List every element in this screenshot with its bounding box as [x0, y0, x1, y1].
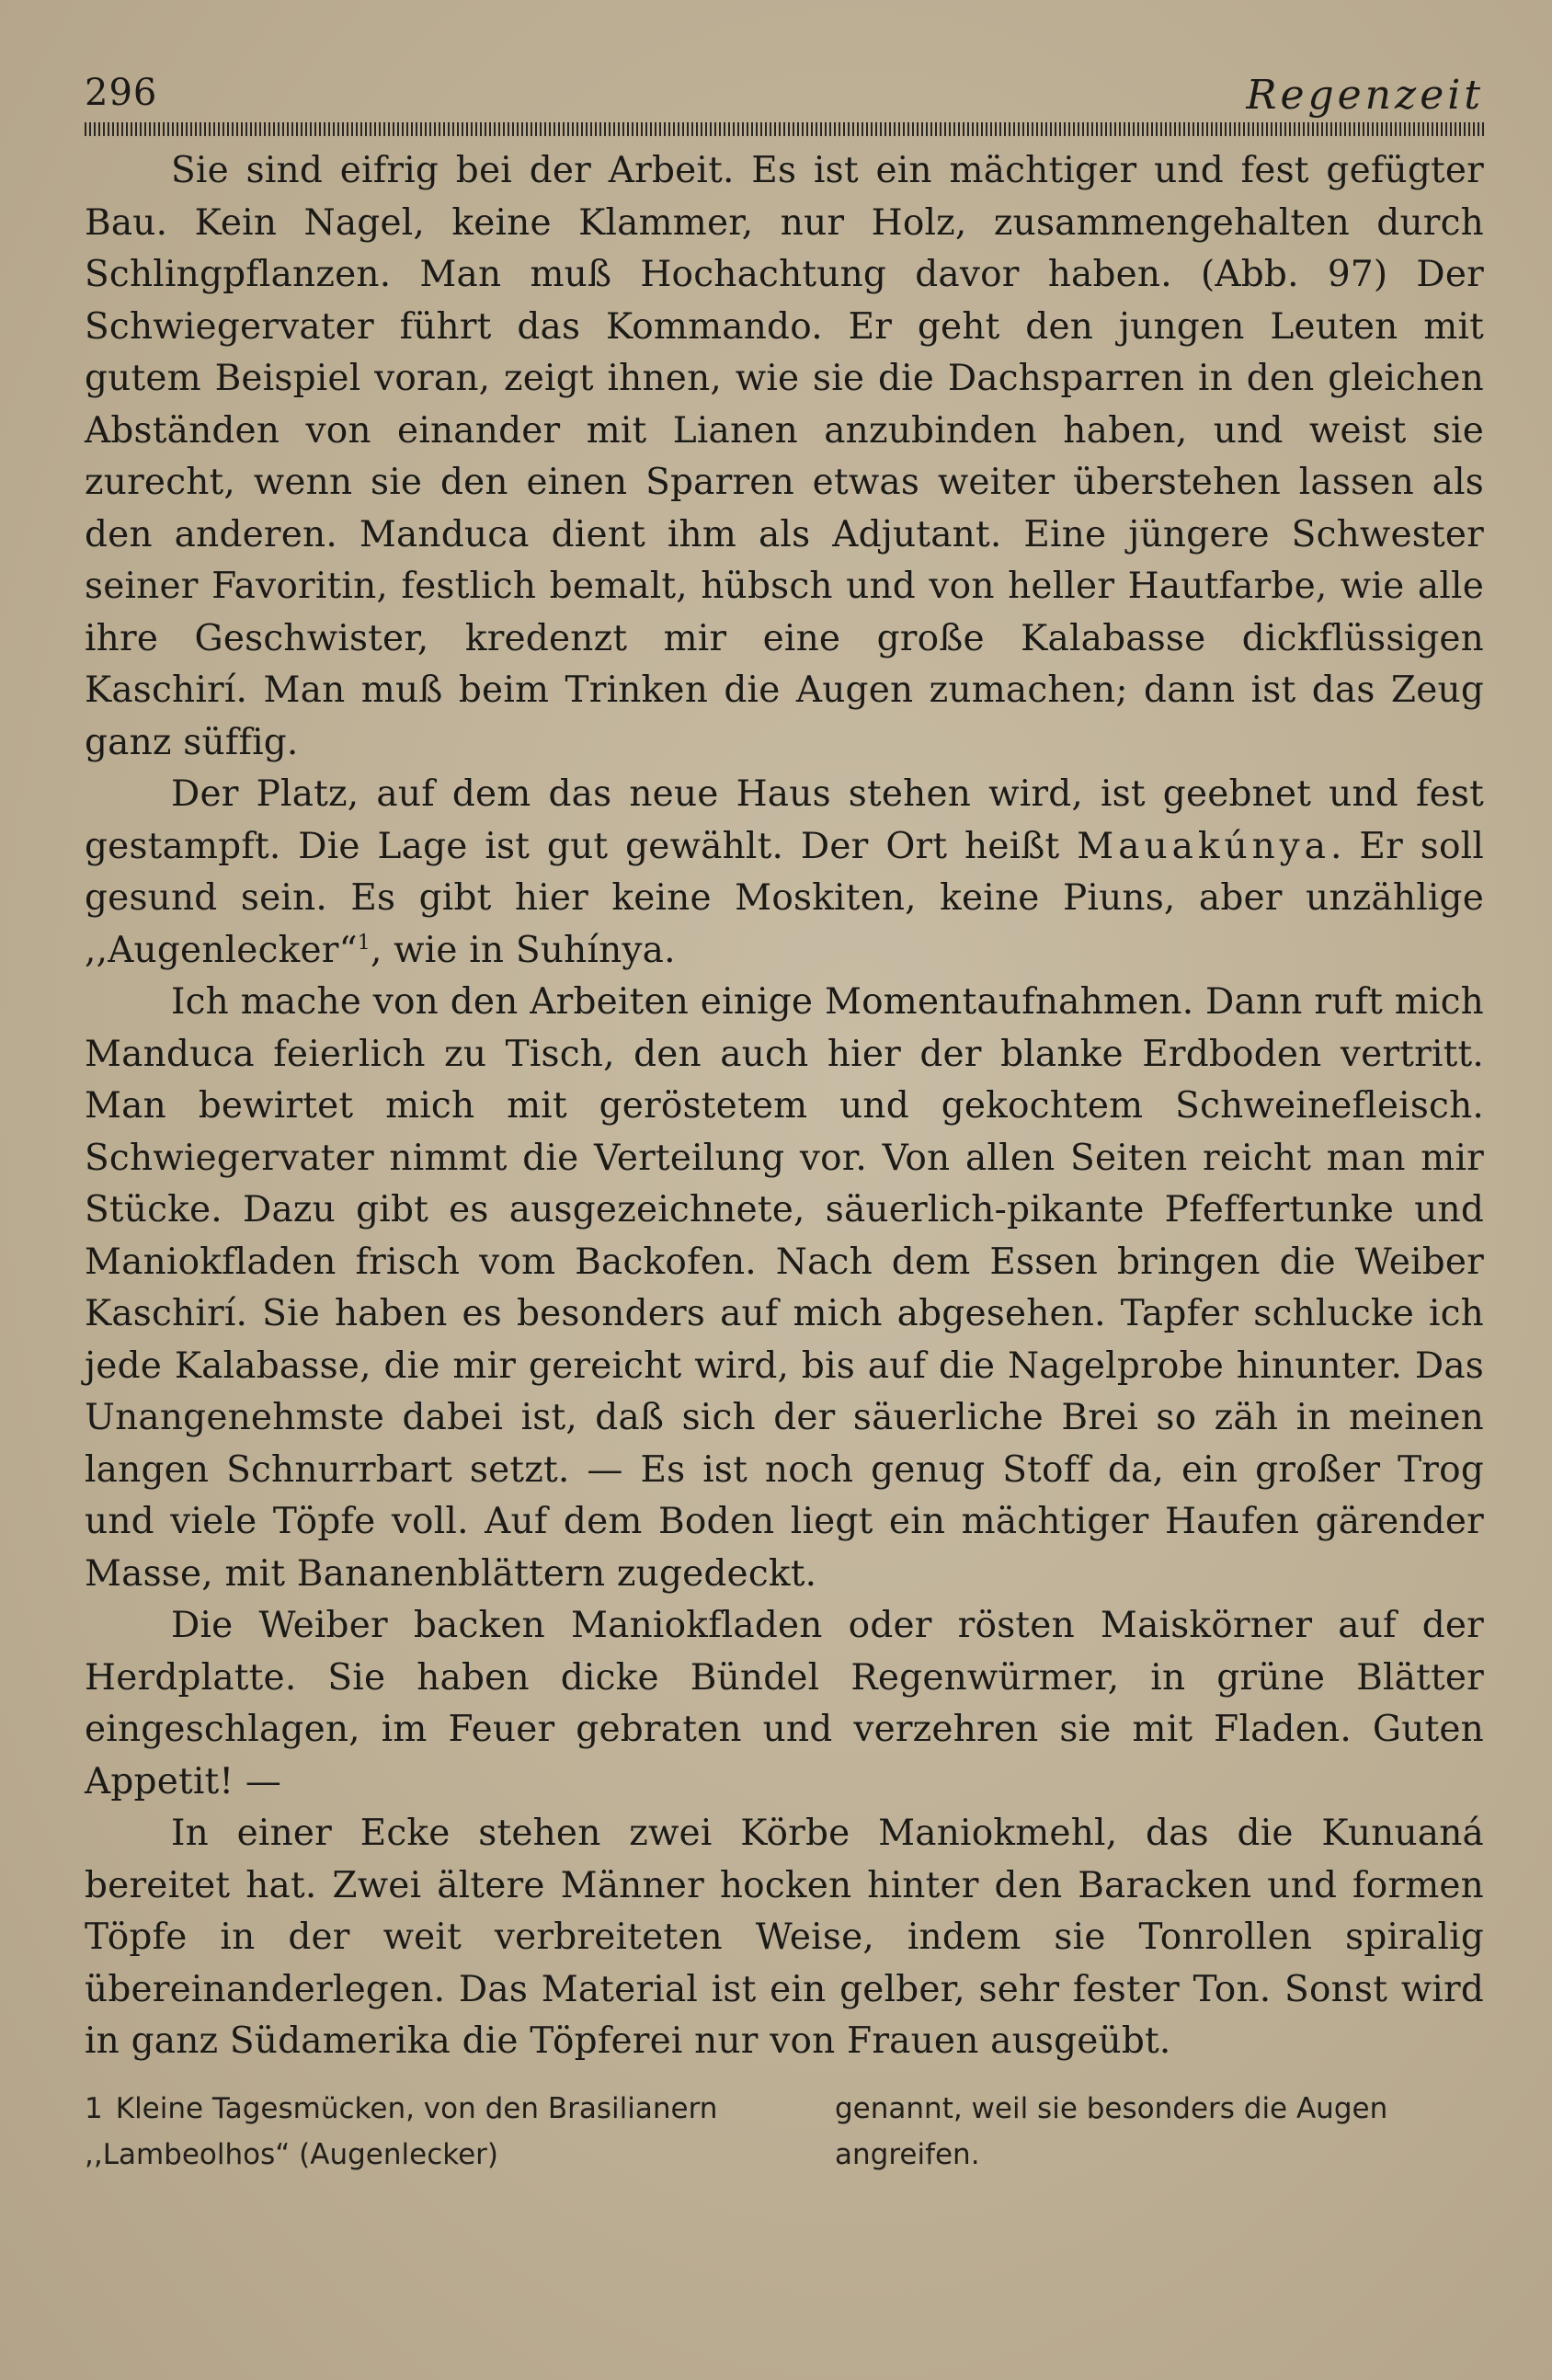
paragraph-text: Ich mache von den Arbeiten einige Momentaufnahmen. Dann ruft mich Manduca feierlich zu Tisch, den auch hier der blanke Erdboden vertritt. Man bewirtet mich mit geröstetem und gekochtem Schweinefleisch. Schwiegervater nimmt die Verteilung vor. Von allen Seiten reicht man mir Stücke. Dazu gibt es ausgezeichnete, säuerlich-pikante Pfeffertunke und Maniokfladen frisch vom Backofen. Nach dem Essen bringen die Weiber Kaschirí. Sie haben es besonders auf mich abgesehen. Tapfer schlucke ich jede Kalabasse, die mir gereicht wird, bis auf die Nagelprobe hinunter. Das Unangenehmste dabei ist, daß sich der säuerliche Brei so zäh in meinen langen Schnurrbart setzt. — Es ist noch genug Stoff da, ein großer Trog und viele Töpfe voll. Auf dem Boden liegt ein mächtiger Haufen gärender Masse, mit Bananenblättern zugedeckt.: [85, 981, 1484, 1595]
page-number: 296: [85, 72, 158, 114]
paragraph-text: , wie in Suhínya.: [370, 929, 676, 971]
footnote-right-text: genannt, weil sie besonders die Augen angreifen.: [835, 2092, 1388, 2171]
footnote-left-text: Kleine Tagesmücken, von den Brasilianern ,,Lambeolhos“ (Augenlecker): [85, 2092, 718, 2171]
running-title: Regenzeit: [1246, 72, 1484, 119]
paragraph: [85, 1600, 1484, 1808]
paragraph: [85, 145, 1484, 769]
paragraph-text: In einer Ecke stehen zwei Körbe Maniokmehl, das die Kunuaná bereitet hat. Zwei ältere Männer hocken hinter den Baracken und formen Töpfe in der weit verbreiteten Weise, indem sie Tonrollen spiralig übereinanderlegen. Das Material ist ein gelber, sehr fester Ton. Sonst wird in ganz Südamerika die Töpferei nur von Frauen ausgeübt.: [85, 1813, 1484, 2062]
body-text: [85, 145, 1484, 2068]
paragraph: [85, 977, 1484, 1600]
paragraph-text: Der Platz, auf dem das neue Haus stehen wird, ist geebnet und fest gestampft. Die Lage ist gut gewählt. Der Ort heißt: [85, 773, 1484, 867]
paragraph: [85, 1808, 1484, 2068]
paragraph: [85, 769, 1484, 977]
footnote-mark: 1: [85, 2092, 103, 2125]
footnote-left-column: [85, 2086, 769, 2178]
page-header: [85, 72, 1484, 120]
paragraph-text: . Er soll gesund sein. Es gibt hier keine Moskiten, keine Piuns, aber unzählige ,,Augenlecker“: [85, 825, 1484, 971]
footnote-reference: 1: [357, 931, 371, 955]
header-rule: [85, 122, 1484, 136]
place-name: Mauakúnya: [1077, 825, 1330, 867]
paragraph-text: Sie sind eifrig bei der Arbeit. Es ist ein mächtiger und fest gefügter Bau. Kein Nagel, keine Klammer, nur Holz, zusammengehalten durch Schlingpflanzen. Man muß Hochachtung davor haben. (Abb. 97) Der Schwiegervater führt das Kommando. Er geht den jungen Leuten mit gutem Beispiel voran, zeigt ihnen, wie sie die Dachsparren in den gleichen Abständen von einander mit Lianen anzubinden haben, und weist sie zurecht, wenn sie den einen Sparren etwas weiter überstehen lassen als den anderen. Manduca dient ihm als Adjutant. Eine jüngere Schwester seiner Favoritin, festlich bemalt, hübsch und von heller Hautfarbe, wie alle ihre Geschwister, kredenzt mir eine große Kalabasse dickflüssigen Kaschirí. Man muß beim Trinken die Augen zumachen; dann ist das Zeug ganz süffig.: [85, 150, 1484, 763]
footnote-right-column: [835, 2086, 1484, 2178]
paragraph-text: Die Weiber backen Maniokfladen oder rösten Maiskörner auf der Herdplatte. Sie haben dicke Bündel Regenwürmer, in grüne Blätter eingeschlagen, im Feuer gebraten und verzehren sie mit Fladen. Guten Appetit! —: [85, 1605, 1484, 1802]
